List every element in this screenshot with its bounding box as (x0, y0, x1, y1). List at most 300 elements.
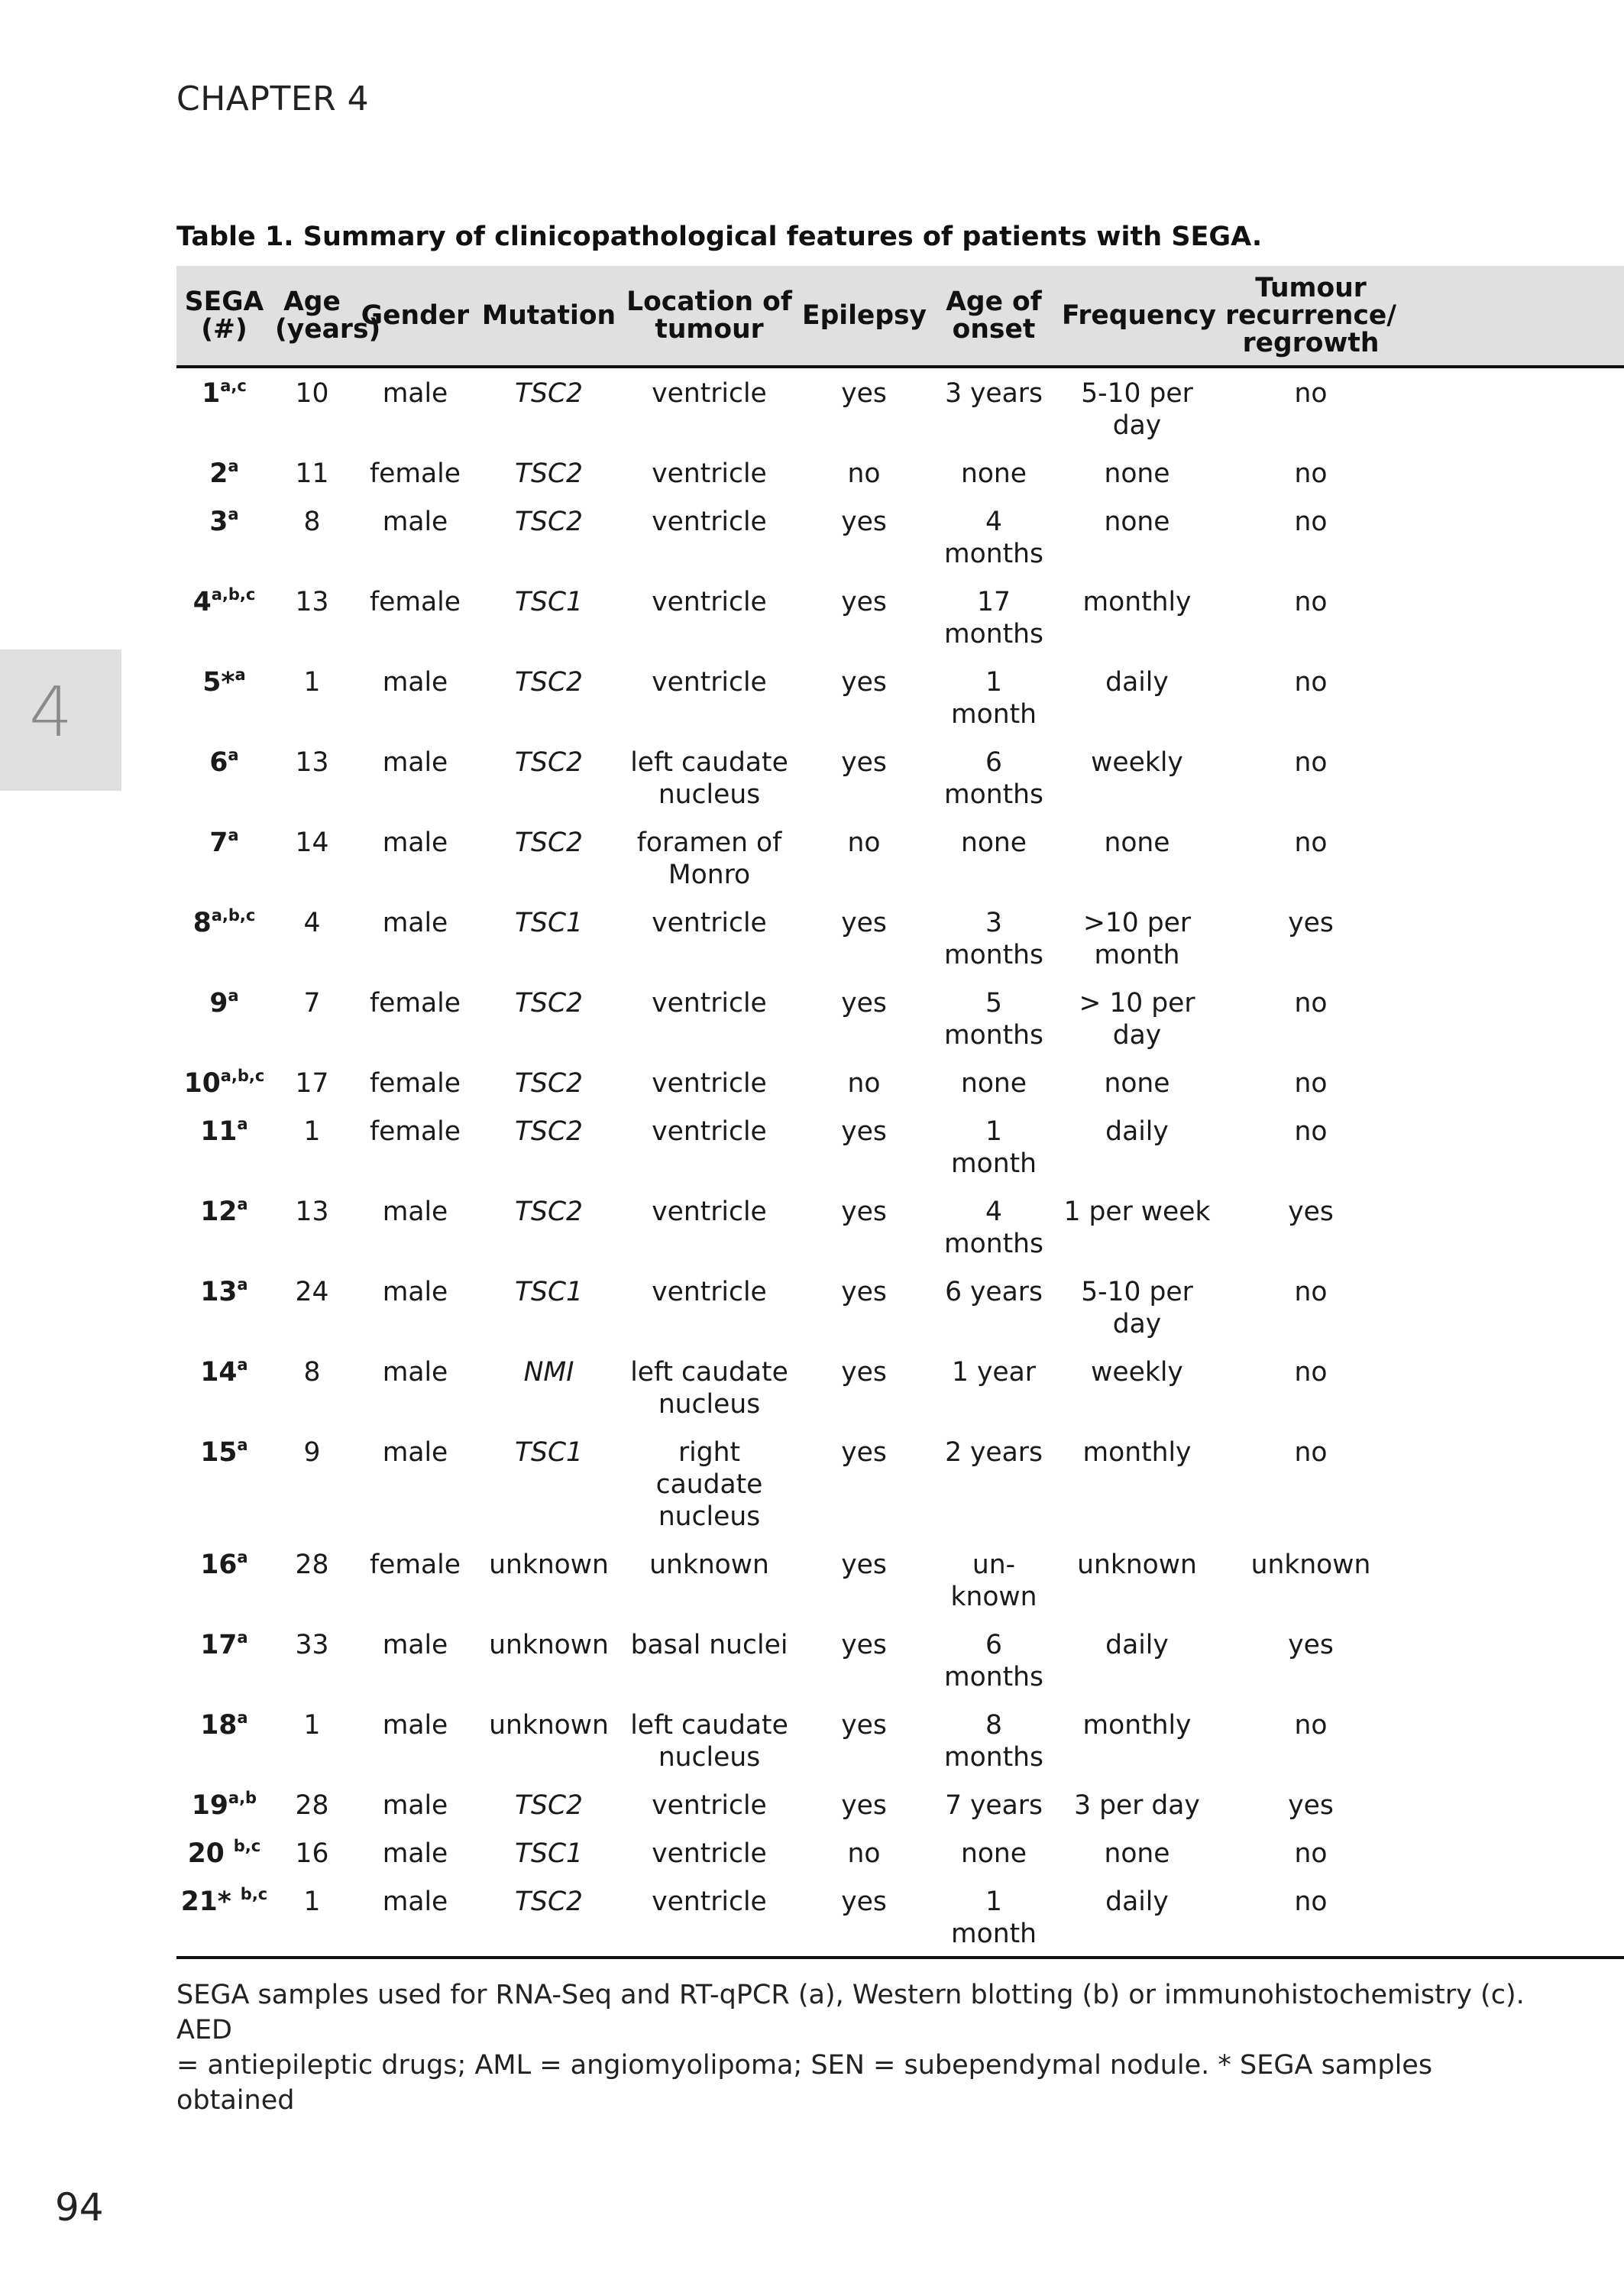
cell-gender: female (370, 458, 461, 489)
sega-number: 7 (209, 827, 228, 858)
cell-frequency-line: monthly (1082, 587, 1192, 617)
col-header-frequency: Frequency (1059, 266, 1215, 367)
cell-age-of-onset-line: 1 (985, 667, 1002, 698)
cell-age-of-onset (929, 1276, 1059, 1356)
cell-epilepsy: yes (841, 1357, 887, 1388)
cell-age: 8 (303, 1357, 321, 1388)
cell-age: 10 (295, 378, 329, 409)
sega-superscript: a (228, 826, 239, 844)
col-header-location: Location of tumour (620, 266, 799, 367)
cell-frequency (1059, 1276, 1215, 1356)
cell-location (620, 506, 799, 586)
cell-spacer (1406, 1276, 1624, 1356)
cell-age-of-onset-line: 17 (977, 587, 1011, 617)
table-row (176, 367, 1624, 458)
cell-age: 17 (295, 1068, 329, 1099)
sega-number: 15 (200, 1437, 238, 1468)
cell-gender: male (382, 1710, 448, 1741)
cell-frequency (1059, 1549, 1215, 1629)
cell-age: 28 (295, 1790, 329, 1821)
cell-frequency (1059, 458, 1215, 506)
cell-recurrence: yes (1288, 1630, 1334, 1660)
sega-number: 8 (192, 908, 212, 938)
cell-age-of-onset-line: months (944, 940, 1043, 970)
col-header-recurrence: Tumour recurrence/ regrowth (1215, 266, 1406, 367)
cell-sega-id (176, 1789, 272, 1838)
cell-location (620, 1356, 799, 1436)
cell-age-of-onset (929, 1629, 1059, 1709)
cell-age-of-onset (929, 1356, 1059, 1436)
cell-age-of-onset-line: 4 (985, 507, 1002, 537)
cell-age-of-onset-line: months (944, 1020, 1043, 1051)
footnote-line: SEGA samples used for RNA-Seq and RT-qPCR (a), Western blotting (b) or immunohistochemistry (c). AED (176, 1980, 1525, 2045)
cell-location (620, 987, 799, 1067)
cell-age-of-onset-line: none (960, 458, 1027, 489)
cell-location (620, 458, 799, 506)
cell-age-of-onset-line: month (951, 1148, 1037, 1179)
cell-spacer (1406, 1886, 1624, 1958)
sega-number: 10 (183, 1068, 221, 1099)
cell-gender: male (382, 747, 448, 778)
cell-sega-id (176, 1629, 272, 1709)
cell-location (620, 747, 799, 827)
cell-recurrence: no (1294, 667, 1328, 698)
cell-frequency (1059, 666, 1215, 747)
cell-mutation: unknown (489, 1710, 609, 1741)
chapter-header: CHAPTER 4 (176, 79, 370, 118)
cell-age-of-onset-line: un- (972, 1550, 1016, 1580)
cell-recurrence: no (1294, 507, 1328, 537)
cell-epilepsy: no (847, 1838, 881, 1869)
cell-location (620, 1886, 799, 1958)
sega-number: 16 (200, 1550, 238, 1580)
table-row (176, 506, 1624, 586)
table-row (176, 1436, 1624, 1549)
table-row (176, 1838, 1624, 1886)
cell-location-line: ventricle (652, 1277, 767, 1307)
cell-frequency-line: > 10 per (1079, 988, 1195, 1019)
sega-superscript: a (237, 1195, 248, 1213)
cell-location (620, 367, 799, 458)
cell-recurrence: yes (1288, 1790, 1334, 1821)
cell-age-of-onset (929, 1067, 1059, 1116)
cell-epilepsy: yes (841, 378, 887, 409)
sega-superscript: b,c (240, 1885, 268, 1903)
cell-epilepsy: yes (841, 1710, 887, 1741)
cell-age: 13 (295, 1197, 329, 1227)
chapter-tab-number: 4 (29, 672, 73, 753)
cell-sega-id (176, 666, 272, 747)
table-row (176, 1789, 1624, 1838)
cell-frequency-line: none (1104, 1838, 1170, 1869)
sega-superscript: a,b,c (211, 585, 256, 604)
sega-superscript: a (237, 1708, 248, 1727)
cell-age-of-onset (929, 1709, 1059, 1789)
table-footnote (176, 1977, 1536, 2118)
cell-spacer (1406, 586, 1624, 666)
cell-age: 11 (295, 458, 329, 489)
sega-superscript: a,b,c (211, 906, 256, 925)
cell-sega-id (176, 827, 272, 907)
cell-mutation: TSC2 (514, 378, 583, 409)
cell-gender: male (382, 1277, 448, 1307)
cell-frequency-line: monthly (1082, 1710, 1192, 1741)
cell-location-line: ventricle (652, 1197, 767, 1227)
sega-superscript: a (235, 666, 246, 684)
cell-age: 16 (295, 1838, 329, 1869)
table-row (176, 1549, 1624, 1629)
sega-number: 2 (209, 458, 228, 489)
footnote-line: = antiepileptic drugs; AML = angiomyolipoma; SEN = subependymal nodule. * SEGA samples obtained (176, 2050, 1433, 2116)
cell-location-line: ventricle (652, 458, 767, 489)
cell-age-of-onset (929, 1196, 1059, 1276)
sega-superscript: a (228, 457, 239, 475)
cell-location-line: ventricle (652, 1116, 767, 1147)
cell-frequency-line: none (1104, 827, 1170, 858)
cell-age-of-onset-line: 6 (985, 747, 1002, 778)
cell-mutation: TSC1 (514, 908, 583, 938)
table-row (176, 458, 1624, 506)
cell-location-line: ventricle (652, 1838, 767, 1869)
cell-location-line: Monro (668, 860, 751, 890)
table-row (176, 1196, 1624, 1276)
cell-age-of-onset (929, 367, 1059, 458)
cell-frequency-line: day (1112, 1309, 1162, 1339)
cell-location-line: nucleus (658, 1389, 761, 1420)
cell-mutation: TSC2 (514, 827, 583, 858)
cell-age-of-onset (929, 1436, 1059, 1549)
cell-frequency-line: monthly (1082, 1437, 1192, 1468)
cell-mutation: TSC2 (478, 1886, 620, 1958)
cell-location-line: ventricle (652, 988, 767, 1019)
cell-location (620, 907, 799, 987)
cell-recurrence: no (1294, 378, 1328, 409)
cell-sega-id (176, 1886, 272, 1958)
cell-age-of-onset-line: months (944, 779, 1043, 810)
cell-mutation: TSC2 (514, 988, 583, 1019)
cell-age-of-onset-line: 1 year (952, 1357, 1036, 1388)
cell-frequency-line: >10 per (1082, 908, 1192, 938)
cell-age-of-onset-line: months (944, 1229, 1043, 1259)
cell-frequency (1059, 1436, 1215, 1549)
cell-location (620, 1549, 799, 1629)
cell-epilepsy: no (847, 1068, 881, 1099)
cell-age-of-onset-line: month (951, 699, 1037, 730)
sega-table (176, 266, 1624, 1959)
col-header-age-of-onset: Age of onset (929, 266, 1059, 367)
cell-spacer (1406, 458, 1624, 506)
table-row (176, 827, 1624, 907)
cell-sega-id (176, 1276, 272, 1356)
cell-location (620, 586, 799, 666)
cell-mutation: TSC1 (514, 1437, 583, 1468)
cell-age: 28 (295, 1550, 329, 1580)
cell-frequency-line: daily (1105, 1630, 1169, 1660)
cell-age: 7 (303, 988, 321, 1019)
cell-frequency (1059, 1116, 1215, 1196)
cell-location (620, 1436, 799, 1549)
cell-age-of-onset (929, 1116, 1059, 1196)
table-row (176, 1709, 1624, 1789)
cell-age-of-onset-line: none (960, 1068, 1027, 1099)
cell-gender: male (382, 1838, 448, 1869)
cell-recurrence: unknown (1250, 1550, 1371, 1580)
cell-frequency-line: weekly (1091, 747, 1183, 778)
cell-location-line: right (678, 1437, 741, 1468)
cell-mutation: TSC1 (514, 1277, 583, 1307)
cell-age-of-onset (929, 907, 1059, 987)
cell-recurrence: no (1294, 458, 1328, 489)
cell-location (620, 666, 799, 747)
cell-recurrence: no (1294, 1710, 1328, 1741)
cell-age-of-onset (929, 506, 1059, 586)
cell-frequency-line: day (1112, 410, 1162, 441)
cell-gender: female (370, 1068, 461, 1099)
table-row (176, 666, 1624, 747)
table-row (176, 1116, 1624, 1196)
cell-frequency-line: 5-10 per (1081, 1277, 1193, 1307)
cell-age: 4 (303, 908, 321, 938)
cell-mutation: TSC2 (514, 1197, 583, 1227)
cell-age: 1 (303, 1710, 321, 1741)
cell-age-of-onset-line: 3 (985, 908, 1002, 938)
cell-sega-id (176, 1436, 272, 1549)
cell-gender: male (382, 1630, 448, 1660)
sega-number: 19 (191, 1790, 228, 1821)
cell-age: 13 (295, 587, 329, 617)
table-header-row (176, 266, 1624, 367)
cell-age-of-onset (929, 1886, 1059, 1958)
cell-mutation: NMI (523, 1357, 574, 1388)
sega-number: 5* (202, 667, 235, 698)
sega-number: 18 (200, 1710, 238, 1741)
sega-superscript: b,c (233, 1837, 261, 1855)
cell-frequency (1059, 747, 1215, 827)
cell-location (620, 827, 799, 907)
cell-mutation: TSC2 (514, 507, 583, 537)
sega-superscript: a (228, 746, 239, 764)
cell-mutation: TSC2 (514, 1116, 583, 1147)
sega-number: 9 (209, 988, 228, 1019)
cell-age-of-onset (929, 586, 1059, 666)
cell-frequency (1059, 1789, 1215, 1838)
cell-epilepsy: yes (841, 988, 887, 1019)
cell-epilepsy: yes (841, 1550, 887, 1580)
cell-age-of-onset (929, 458, 1059, 506)
sega-superscript: a,b,c (220, 1067, 265, 1085)
cell-location-line: ventricle (652, 1068, 767, 1099)
cell-epilepsy: yes (841, 908, 887, 938)
table-body (176, 367, 1624, 1958)
cell-spacer (1406, 1116, 1624, 1196)
cell-frequency-line: none (1104, 507, 1170, 537)
sega-superscript: a (237, 1628, 248, 1647)
sega-superscript: a,c (220, 377, 247, 395)
cell-location (620, 1838, 799, 1886)
col-header-mutation: Mutation (478, 266, 620, 367)
cell-age-of-onset-line: 1 (985, 1116, 1002, 1147)
sega-number: 12 (200, 1197, 238, 1227)
cell-age-of-onset (929, 987, 1059, 1067)
cell-frequency (1059, 1067, 1215, 1116)
cell-recurrence: no (1294, 988, 1328, 1019)
cell-age-of-onset (929, 666, 1059, 747)
cell-sega-id (176, 1067, 272, 1116)
cell-location-line: ventricle (652, 1887, 767, 1917)
cell-recurrence: no (1294, 1068, 1328, 1099)
cell-spacer (1406, 1356, 1624, 1436)
cell-frequency (1059, 1196, 1215, 1276)
cell-location (620, 1116, 799, 1196)
cell-sega-id (176, 1838, 272, 1886)
sega-number: 6 (209, 747, 228, 778)
cell-location-line: left caudate (630, 1710, 788, 1741)
cell-age-of-onset-line: 8 (985, 1710, 1002, 1741)
cell-gender: male (382, 827, 448, 858)
cell-age: 9 (303, 1437, 321, 1468)
cell-epilepsy: yes (841, 1437, 887, 1468)
sega-number: 21* (180, 1887, 241, 1917)
cell-frequency-line: none (1104, 1068, 1170, 1099)
cell-spacer (1406, 907, 1624, 987)
cell-epilepsy: yes (841, 1790, 887, 1821)
cell-location-line: ventricle (652, 908, 767, 938)
cell-frequency-line: daily (1105, 1116, 1169, 1147)
cell-age-of-onset (929, 1789, 1059, 1838)
cell-epilepsy: yes (841, 507, 887, 537)
cell-frequency (1059, 1629, 1215, 1709)
cell-gender: female (370, 1116, 461, 1147)
cell-gender: female (370, 1550, 461, 1580)
cell-spacer (1406, 1838, 1624, 1886)
sega-number: 17 (200, 1630, 238, 1660)
cell-spacer (1406, 1709, 1624, 1789)
cell-recurrence: no (1294, 1437, 1328, 1468)
cell-gender: male (382, 1357, 448, 1388)
cell-sega-id (176, 1549, 272, 1629)
table-row (176, 747, 1624, 827)
cell-epilepsy: yes (841, 747, 887, 778)
table-row (176, 1276, 1624, 1356)
cell-spacer (1406, 1436, 1624, 1549)
cell-frequency (1059, 506, 1215, 586)
sega-superscript: a (237, 1548, 248, 1566)
cell-sega-id (176, 1196, 272, 1276)
cell-location (620, 1067, 799, 1116)
cell-location-line: nucleus (658, 1501, 761, 1532)
cell-location-line: left caudate (630, 747, 788, 778)
col-header-sega: SEGA (#) (176, 266, 272, 367)
cell-location-line: ventricle (652, 667, 767, 698)
cell-location-line: unknown (649, 1550, 769, 1580)
cell-sega-id (176, 1709, 272, 1789)
cell-age: 8 (303, 507, 321, 537)
col-header-age: Age (years) (272, 266, 352, 367)
cell-age-of-onset-line: months (944, 619, 1043, 649)
chapter-tab (0, 649, 121, 791)
col-header-spacer (1406, 266, 1624, 367)
cell-epilepsy: yes (841, 1630, 887, 1660)
table-row (176, 1629, 1624, 1709)
cell-location-line: left caudate (630, 1357, 788, 1388)
cell-epilepsy: no (847, 458, 881, 489)
cell-age-of-onset-line: 6 years (945, 1277, 1043, 1307)
cell-frequency (1059, 586, 1215, 666)
cell-spacer (1406, 747, 1624, 827)
cell-location (620, 1629, 799, 1709)
cell-age-of-onset-line: months (944, 1662, 1043, 1692)
cell-age: 24 (295, 1277, 329, 1307)
cell-location-line: nucleus (658, 1742, 761, 1773)
cell-spacer (1406, 827, 1624, 907)
cell-spacer (1406, 1629, 1624, 1709)
cell-age-of-onset-line: 6 (985, 1630, 1002, 1660)
cell-spacer (1406, 1549, 1624, 1629)
table-row (176, 1886, 1624, 1958)
cell-sega-id (176, 1356, 272, 1436)
cell-frequency-line: 5-10 per (1081, 378, 1193, 409)
cell-location-line: basal nuclei (630, 1630, 788, 1660)
cell-gender: male (382, 908, 448, 938)
cell-gender: male (382, 1790, 448, 1821)
cell-mutation: TSC2 (514, 1068, 583, 1099)
cell-recurrence: no (1294, 587, 1328, 617)
cell-age: 14 (295, 827, 329, 858)
sega-number: 3 (209, 507, 228, 537)
cell-sega-id (176, 458, 272, 506)
cell-sega-id (176, 367, 272, 458)
col-header-epilepsy: Epilepsy (799, 266, 929, 367)
sega-superscript: a (228, 986, 239, 1005)
cell-mutation: TSC2 (514, 1790, 583, 1821)
cell-recurrence: no (1215, 1886, 1406, 1958)
sega-number: 1 (202, 378, 221, 409)
cell-mutation: unknown (489, 1550, 609, 1580)
cell-age-of-onset-line: 5 (985, 988, 1002, 1019)
cell-age-of-onset-line: none (960, 1838, 1027, 1869)
cell-sega-id (176, 987, 272, 1067)
cell-gender: female (370, 988, 461, 1019)
cell-recurrence: no (1294, 1277, 1328, 1307)
sega-superscript: a (237, 1355, 248, 1374)
cell-frequency (1059, 1356, 1215, 1436)
cell-frequency-line: weekly (1091, 1357, 1183, 1388)
cell-gender: male (382, 1437, 448, 1468)
cell-age-of-onset-line: 1 (985, 1887, 1002, 1917)
cell-spacer (1406, 1789, 1624, 1838)
cell-frequency-line: 1 per week (1063, 1197, 1211, 1227)
cell-sega-id (176, 907, 272, 987)
cell-location (620, 1789, 799, 1838)
cell-age-of-onset-line: 7 years (945, 1790, 1043, 1821)
cell-location (620, 1196, 799, 1276)
cell-frequency-line: day (1112, 1020, 1162, 1051)
cell-frequency (1059, 907, 1215, 987)
cell-age: 13 (295, 747, 329, 778)
sega-number: 13 (200, 1277, 238, 1307)
sega-number: 11 (200, 1116, 238, 1147)
cell-gender: male (382, 378, 448, 409)
cell-age: 1 (303, 667, 321, 698)
cell-age-of-onset (929, 747, 1059, 827)
cell-age-of-onset-line: 4 (985, 1197, 1002, 1227)
cell-location-line: ventricle (652, 587, 767, 617)
cell-spacer (1406, 367, 1624, 458)
cell-frequency (1059, 987, 1215, 1067)
table-caption: Table 1. Summary of clinicopathological features of patients with SEGA. (176, 222, 1263, 252)
cell-age: 1 (272, 1886, 352, 1958)
cell-spacer (1406, 1196, 1624, 1276)
